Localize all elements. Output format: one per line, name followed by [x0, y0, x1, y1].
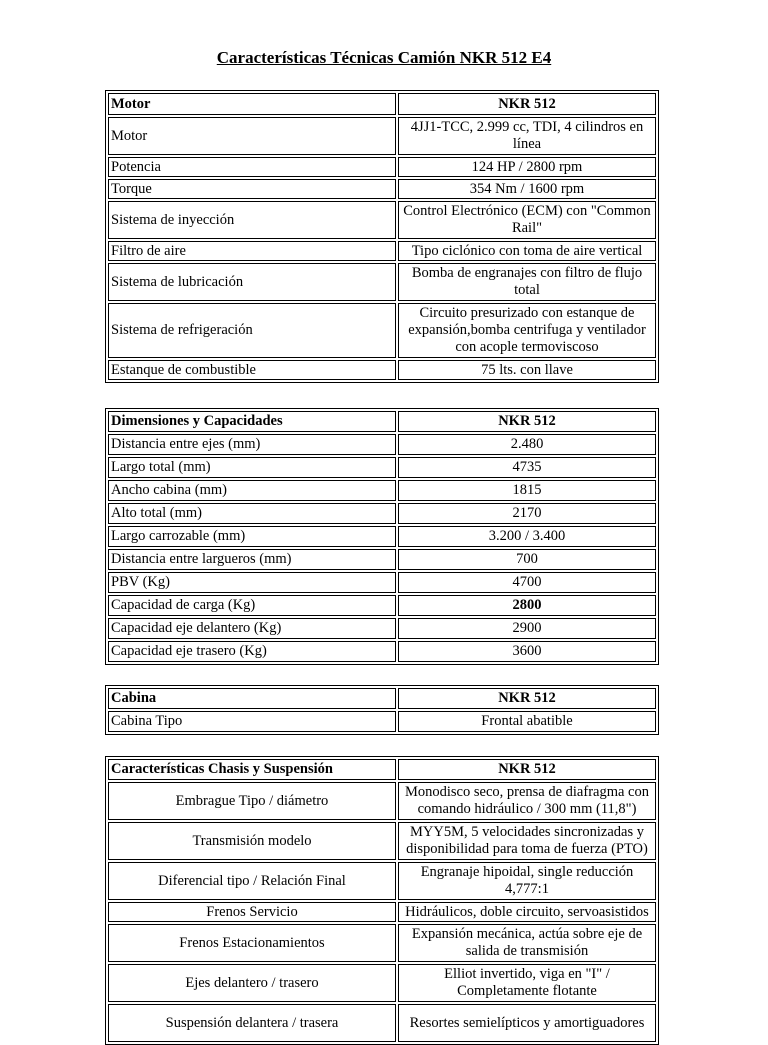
- header-model: NKR 512: [398, 688, 656, 709]
- row-value: 3600: [398, 641, 656, 662]
- row-value: Bomba de engranajes con filtro de flujo total: [398, 263, 656, 301]
- header-label: Características Chasis y Suspensión: [108, 759, 396, 780]
- row-label: Potencia: [108, 157, 396, 177]
- row-label: Diferencial tipo / Relación Final: [108, 862, 396, 900]
- row-label: Motor: [108, 117, 396, 155]
- table-header-row: [108, 688, 656, 709]
- header-model: NKR 512: [398, 93, 656, 115]
- table-row: [108, 782, 656, 820]
- row-label: Capacidad eje trasero (Kg): [108, 641, 396, 662]
- table-row: [108, 434, 656, 455]
- chasis-table: [105, 756, 659, 1045]
- row-label: Distancia entre ejes (mm): [108, 434, 396, 455]
- table-row: [108, 241, 656, 261]
- table-row: [108, 595, 656, 616]
- table-row: [108, 457, 656, 478]
- row-label: Alto total (mm): [108, 503, 396, 524]
- row-value: 3.200 / 3.400: [398, 526, 656, 547]
- row-value: Resortes semielípticos y amortiguadores: [398, 1004, 656, 1042]
- row-label: Torque: [108, 179, 396, 199]
- row-label: Distancia entre largueros (mm): [108, 549, 396, 570]
- row-label: PBV (Kg): [108, 572, 396, 593]
- row-value: Expansión mecánica, actúa sobre eje de salida de transmisión: [398, 924, 656, 962]
- row-value: 75 lts. con llave: [398, 360, 656, 380]
- row-value: 2800: [398, 595, 656, 616]
- table-row: [108, 503, 656, 524]
- header-model: NKR 512: [398, 759, 656, 780]
- row-label: Capacidad de carga (Kg): [108, 595, 396, 616]
- row-value: 4700: [398, 572, 656, 593]
- table-row: [108, 263, 656, 301]
- table-row: [108, 201, 656, 239]
- table-row: [108, 964, 656, 1002]
- row-label: Sistema de lubricación: [108, 263, 396, 301]
- table-header-row: [108, 93, 656, 115]
- row-value: Elliot invertido, viga en "I" / Completamente flotante: [398, 964, 656, 1002]
- table-row: [108, 117, 656, 155]
- row-label: Sistema de refrigeración: [108, 303, 396, 358]
- dimensiones-table: [105, 408, 659, 665]
- header-model: NKR 512: [398, 411, 656, 432]
- table-row: [108, 179, 656, 199]
- header-label: Dimensiones y Capacidades: [108, 411, 396, 432]
- header-label: Motor: [108, 93, 396, 115]
- row-value: Circuito presurizado con estanque de expansión,bomba centrifuga y ventilador con acople termoviscoso: [398, 303, 656, 358]
- table-header-row: [108, 411, 656, 432]
- row-label: Ejes delantero / trasero: [108, 964, 396, 1002]
- cabina-table: [105, 685, 659, 735]
- row-label: Cabina Tipo: [108, 711, 396, 732]
- row-value: 700: [398, 549, 656, 570]
- row-value: 2.480: [398, 434, 656, 455]
- table-row: [108, 303, 656, 358]
- row-label: Embrague Tipo / diámetro: [108, 782, 396, 820]
- table-row: [108, 822, 656, 860]
- table-row: [108, 618, 656, 639]
- row-label: Transmisión modelo: [108, 822, 396, 860]
- row-value: 124 HP / 2800 rpm: [398, 157, 656, 177]
- row-value: 4735: [398, 457, 656, 478]
- table-row: [108, 157, 656, 177]
- row-label: Filtro de aire: [108, 241, 396, 261]
- header-label: Cabina: [108, 688, 396, 709]
- motor-table: [105, 90, 659, 383]
- table-row: [108, 641, 656, 662]
- row-value: Control Electrónico (ECM) con "Common Rail": [398, 201, 656, 239]
- table-row: [108, 572, 656, 593]
- row-label: Suspensión delantera / trasera: [108, 1004, 396, 1042]
- row-value: 1815: [398, 480, 656, 501]
- row-value: Frontal abatible: [398, 711, 656, 732]
- table-row: [108, 711, 656, 732]
- row-value: 2170: [398, 503, 656, 524]
- row-value: Hidráulicos, doble circuito, servoasistidos: [398, 902, 656, 922]
- row-value: Monodisco seco, prensa de diafragma con comando hidráulico / 300 mm (11,8"): [398, 782, 656, 820]
- row-value: MYY5M, 5 velocidades sincronizadas y disponibilidad para toma de fuerza (PTO): [398, 822, 656, 860]
- table-header-row: [108, 759, 656, 780]
- row-label: Frenos Estacionamientos: [108, 924, 396, 962]
- row-label: Capacidad eje delantero (Kg): [108, 618, 396, 639]
- row-label: Estanque de combustible: [108, 360, 396, 380]
- row-label: Largo total (mm): [108, 457, 396, 478]
- row-value: Tipo ciclónico con toma de aire vertical: [398, 241, 656, 261]
- table-row: [108, 360, 656, 380]
- row-value: Engranaje hipoidal, single reducción 4,777:1: [398, 862, 656, 900]
- table-row: [108, 924, 656, 962]
- row-label: Ancho cabina (mm): [108, 480, 396, 501]
- table-row: [108, 902, 656, 922]
- row-value: 2900: [398, 618, 656, 639]
- row-label: Sistema de inyección: [108, 201, 396, 239]
- row-label: Frenos Servicio: [108, 902, 396, 922]
- table-row: [108, 549, 656, 570]
- row-value: 354 Nm / 1600 rpm: [398, 179, 656, 199]
- table-row: [108, 1004, 656, 1042]
- table-row: [108, 480, 656, 501]
- table-row: [108, 862, 656, 900]
- row-value: 4JJ1-TCC, 2.999 cc, TDI, 4 cilindros en línea: [398, 117, 656, 155]
- table-row: [108, 526, 656, 547]
- row-label: Largo carrozable (mm): [108, 526, 396, 547]
- page-title: Características Técnicas Camión NKR 512 E4: [216, 48, 552, 67]
